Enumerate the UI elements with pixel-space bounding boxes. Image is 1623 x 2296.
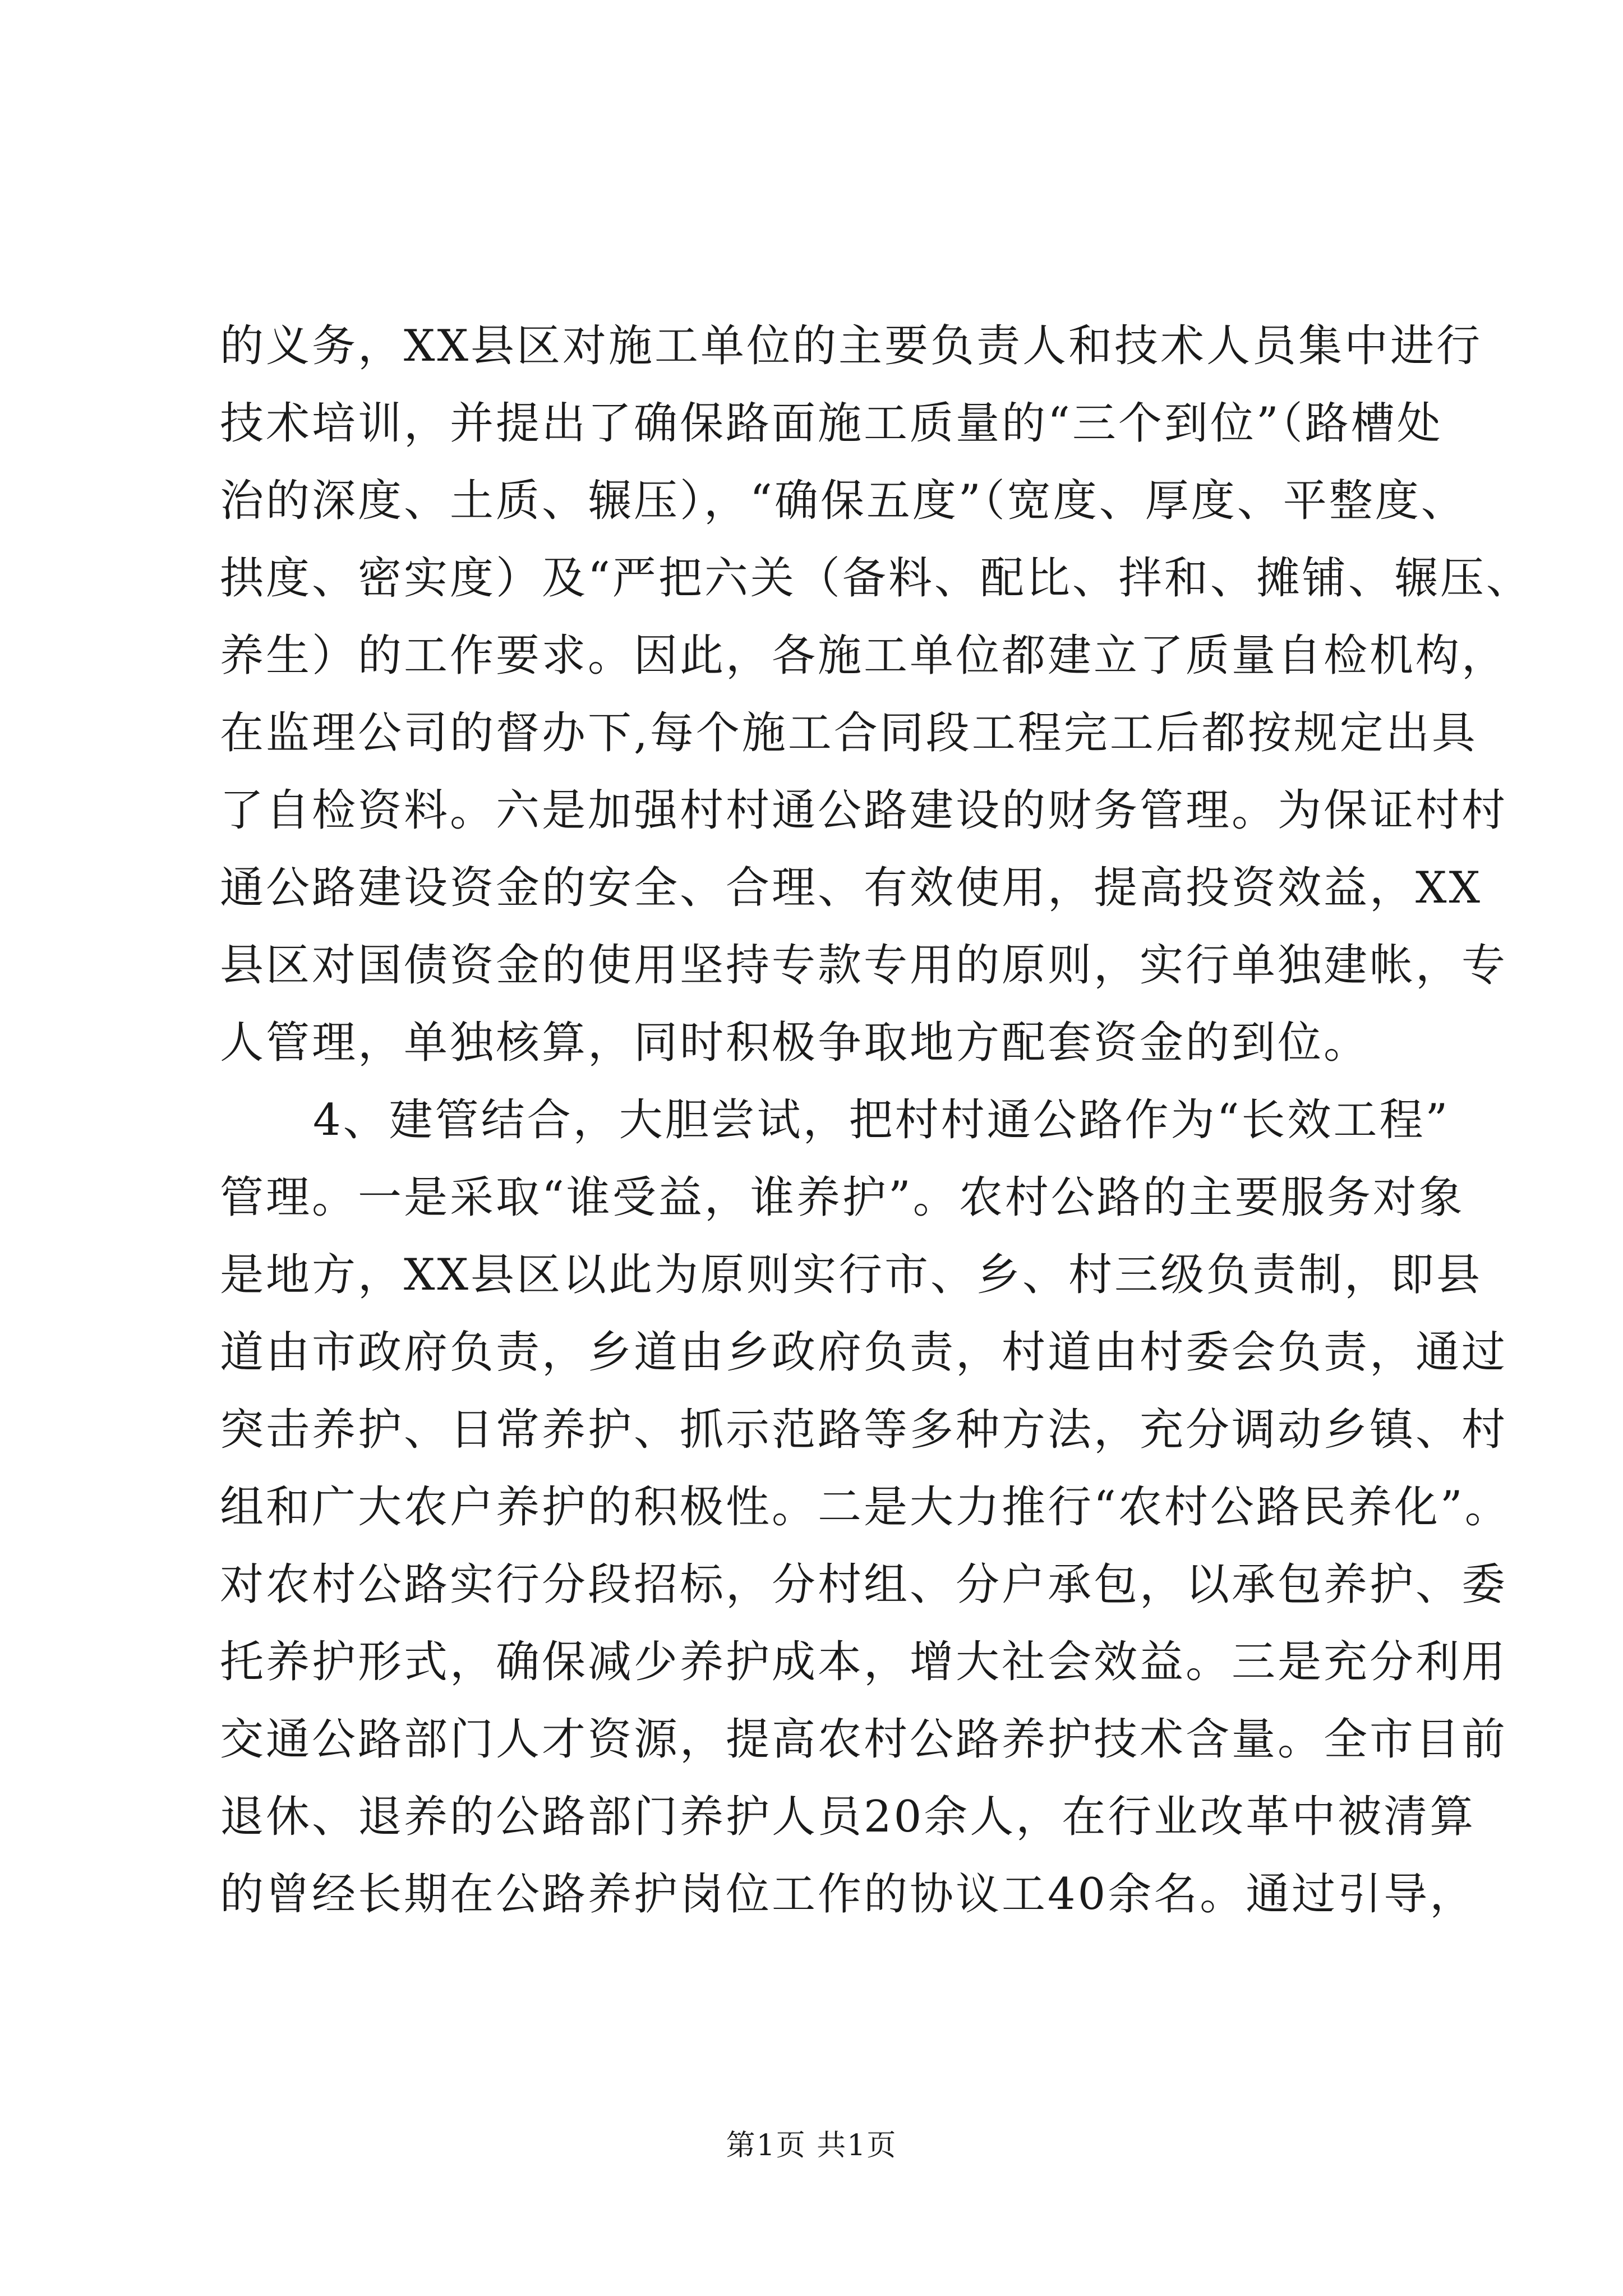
text-line: 交通公路部门人才资源，提高农村公路养护技术含量。全市目前 (220, 1714, 1508, 1765)
text-line: 托养护形式，确保减少养护成本，增大社会效益。三是充分利用 (220, 1637, 1508, 1687)
text-line: 拱度、密实度）及“严把六关（备料、配比、拌和、摊铺、辗压、 (220, 553, 1532, 604)
page-footer: 第1页 共1页 (726, 2129, 897, 2162)
text-line: 的义务，XX县区对施工单位的主要负责人和技术人员集中进行 (220, 321, 1483, 371)
text-line: 技术培训，并提出了确保路面施工质量的“三个到位”（路槽处 (220, 398, 1443, 449)
text-line: 4、建管结合，大胆尝试，把村村通公路作为“长效工程” (313, 1095, 1450, 1145)
text-line: 人管理，单独核算，同时积极争取地方配套资金的到位。 (220, 1018, 1370, 1068)
text-line: 管理。一是采取“谁受益，谁养护”。农村公路的主要服务对象 (220, 1172, 1465, 1223)
text-line: 养生）的工作要求。因此，各施工单位都建立了质量自检机构， (220, 631, 1508, 681)
text-line: 退休、退养的公路部门养护人员20余人，在行业改革中被清算 (220, 1792, 1476, 1842)
text-line: 县区对国债资金的使用坚持专款专用的原则，实行单独建帐，专 (220, 940, 1508, 991)
text-line: 的曾经长期在公路养护岗位工作的协议工40余名。通过引导， (220, 1869, 1476, 1920)
text-line: 突击养护、日常养护、抓示范路等多种方法，充分调动乡镇、村 (220, 1405, 1508, 1455)
body-text (220, 307, 1532, 1933)
text-line: 组和广大农户养护的积极性。二是大力推行“农村公路民养化”。 (220, 1482, 1511, 1533)
text-line: 通公路建设资金的安全、合理、有效使用，提高投资效益，XX (220, 863, 1483, 913)
text-line: 治的深度、土质、辗压），“确保五度”（宽度、厚度、平整度、 (220, 476, 1467, 526)
text-line: 了自检资料。六是加强村村通公路建设的财务管理。为保证村村 (220, 785, 1508, 836)
text-line: 道由市政府负责，乡道由乡政府负责，村道由村委会负责，通过 (220, 1327, 1508, 1378)
text-line: 对农村公路实行分段招标，分村组、分户承包，以承包养护、委 (220, 1559, 1508, 1610)
text-line: 在监理公司的督办下,每个施工合同段工程完工后都按规定出具 (220, 708, 1478, 758)
text-line: 是地方，XX县区以此为原则实行市、乡、村三级负责制，即县 (220, 1250, 1483, 1300)
